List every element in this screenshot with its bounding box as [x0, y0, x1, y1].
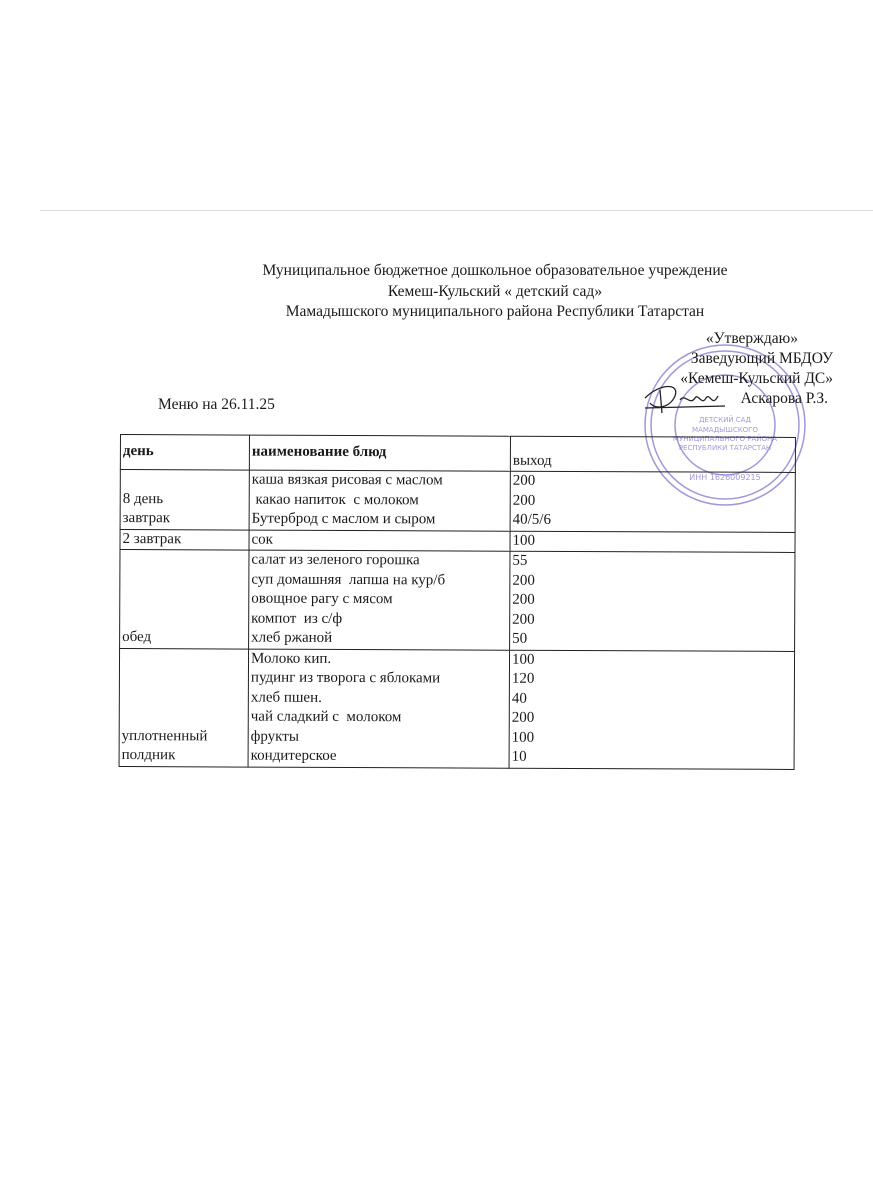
dishes-line: суп домашняя лапша на кур/б	[251, 571, 446, 588]
approval-line1: «Утверждаю»	[705, 330, 798, 347]
meal-line: 8 день	[122, 490, 164, 507]
output-line: 200	[511, 709, 535, 726]
output-cell	[509, 650, 795, 769]
table-row	[120, 529, 795, 552]
meal-cell	[120, 529, 249, 550]
output-line: 200	[512, 472, 536, 489]
output-line: 200	[512, 572, 535, 589]
dishes-line: пудинг из творога с яблоками	[250, 669, 441, 687]
dishes-line: хлеб пшен.	[250, 689, 322, 706]
output-line: 200	[512, 591, 535, 608]
output-line: 40/5/6	[512, 511, 552, 528]
meal-cell	[119, 648, 249, 767]
meal-cell	[120, 550, 249, 649]
svg-text:ИНН 1626009215: ИНН 1626009215	[689, 473, 761, 482]
approval-line3: «Кемеш-Кульский ДС»	[680, 370, 833, 387]
menu-title: Меню на 26.11.25	[158, 396, 275, 413]
output-line: 200	[512, 492, 536, 509]
header-day: день	[120, 435, 249, 471]
header-output: выход	[510, 436, 795, 472]
output-line: 40	[511, 690, 527, 707]
output-cell	[510, 551, 795, 651]
table-row	[120, 550, 795, 651]
meal-line: 2 завтрак	[122, 530, 182, 547]
output-line: 100	[512, 532, 536, 549]
dishes-line: каша вязкая рисовая с маслом	[251, 471, 443, 489]
svg-text:РЕСПУБЛИКИ ТАТАРСТАН: РЕСПУБЛИКИ ТАТАРСТАН	[678, 444, 772, 452]
dishes-line: Бутерброд с маслом и сыром	[251, 510, 436, 528]
dishes-cell	[249, 550, 510, 650]
svg-text:ДЕТСКИЙ САД: ДЕТСКИЙ САД	[699, 416, 751, 424]
dishes-line: хлеб ржаной	[251, 629, 333, 646]
meal-cell	[120, 470, 249, 530]
output-cell	[510, 471, 795, 532]
meal-line: завтрак	[122, 510, 171, 527]
output-line: 50	[512, 630, 528, 647]
org-name-line3: Мамадышского муниципального района Республики Татарстан	[285, 303, 705, 320]
dishes-line: фрукты	[250, 728, 299, 745]
header-dish: наименование блюд	[249, 435, 510, 471]
svg-text:МАМАДЫШСКОГО: МАМАДЫШСКОГО	[692, 426, 758, 434]
dishes-cell	[249, 530, 510, 552]
meal-line: обед	[122, 629, 152, 646]
output-line: 120	[511, 670, 535, 687]
meal-line: полдник	[121, 747, 176, 764]
output-line: 200	[512, 611, 535, 628]
approval-line4: Аскарова Р.З.	[740, 390, 828, 407]
meal-line: уплотненный	[121, 727, 208, 744]
output-line: 100	[511, 651, 535, 668]
dishes-line: кондитерское	[250, 747, 337, 764]
table-header-row	[120, 435, 795, 473]
dishes-line: салат из зеленого горошка	[251, 551, 420, 569]
table-row	[119, 648, 795, 769]
dishes-line: какао напиток с молоком	[251, 491, 419, 508]
approval-line2: Заведующий МБДОУ	[690, 350, 833, 367]
scan-edge-line	[40, 210, 873, 211]
dishes-line: овощное рагу с мясом	[251, 590, 393, 608]
dishes-line: компот из с/ф	[251, 610, 343, 627]
org-name-line1: Муниципальное бюджетное дошкольное образовательное учреждение	[262, 262, 728, 279]
dishes-line: сок	[251, 531, 274, 548]
output-cell	[510, 531, 795, 553]
output-line: 55	[512, 552, 528, 569]
menu-table	[119, 434, 796, 769]
output-line: 10	[511, 748, 527, 765]
dishes-cell	[249, 470, 510, 531]
output-line: 100	[511, 729, 535, 746]
table-row	[120, 470, 795, 532]
dishes-line: чай сладкий с молоком	[250, 708, 402, 726]
dishes-line: Молоко кип.	[250, 650, 332, 667]
svg-text:МУНИЦИПАЛЬНОГО РАЙОНА: МУНИЦИПАЛЬНОГО РАЙОНА	[672, 435, 778, 443]
dishes-cell	[248, 649, 510, 768]
org-name-line2: Кемеш-Кульский « детский сад»	[387, 283, 603, 300]
